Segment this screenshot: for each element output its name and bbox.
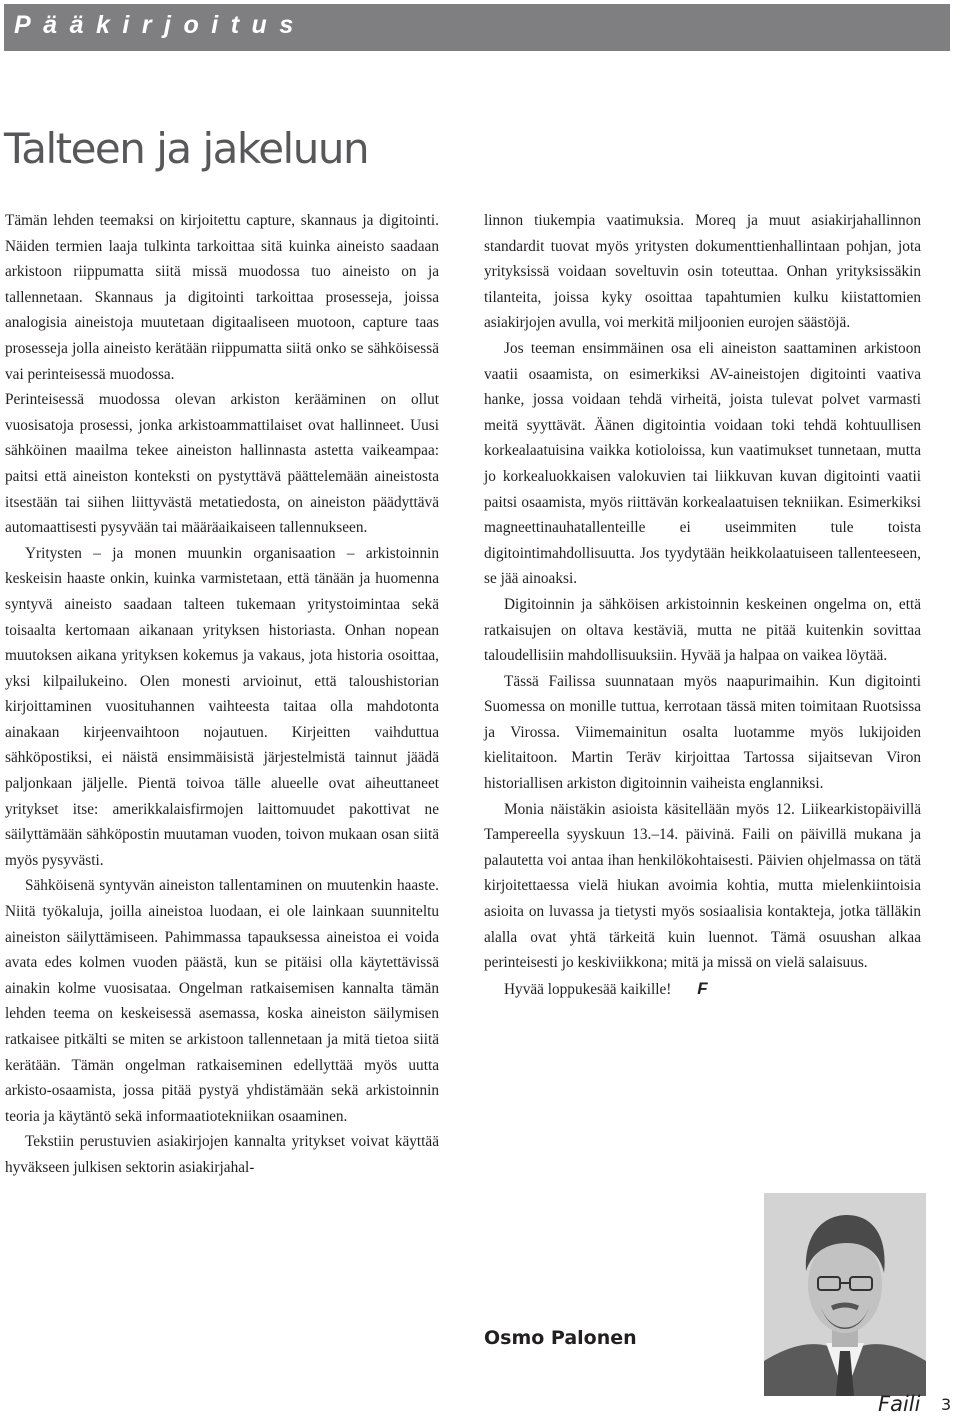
article-title: Talteen ja jakeluun (4, 124, 369, 173)
paragraph: Tässä Failissa suunnataan myös naapurimaihin. Kun digitointi Suomessa on monille tuttua, kerrotaan tässä miten toimitaan Ruotsissa ja Virossa. Viimemainitun osalta luotamme myös lukijoiden kielitaitoon. Martin Teräv kirjoittaa Tartossa sijaitsevan Viron historiallisen arkiston digitoinnin vaiheista englanniksi. (484, 672, 921, 793)
paragraph: Sähköisenä syntyvän aineiston tallentaminen on muutenkin haaste. Niitä työkaluja, joilla aineistoa luodaan, ei ole lainkaan suunniteltu aineiston säilyttämiseen. Pahimmassa tapauksessa aineistoa ei voida avata edes kolmen vuoden päästä, kun se pitäisi olla käytettävissä ainakin kolme vuosisataa. Ongelman ratkaisemisen kannalta tämän lehden teema on keskeisessä asemassa, koska aineiston säilymisen ratkaisee pitkälti se miten se arkistoon tallennetaan ja mitä tietoa siitä kerätään. Tämän ongelman ratkaiseminen edellyttää myös uutta arkisto-osaamista, jossa pitää pystyä yhdistämään sekä arkistoinnin teoria ja käytäntö sekä informaatiotekniikan osaaminen. (5, 877, 439, 1125)
paragraph: Tämän lehden teemaksi on kirjoitettu capture, skannaus ja digitointi. Näiden termien laaja tulkinta tarkoittaa sitä kuinka aineisto saadaan arkistoon riippumatta siitä missä muodossa tuo aineisto on ja tallennetaan. Skannaus ja digitointi tarkoittaa prosesseja, joissa analogisia aineistoja muutetaan digitaaliseen muotoon, capture taas prosesseja jolla aineisto kerätään riippumatta siitä onko se sähköisessä vai perinteisessä muodossa. (5, 212, 439, 383)
paragraph: Tekstiin perustuvien asiakirjojen kannalta yritykset voivat käyttää hyväkseen julkisen sektorin asiakirjahal- (5, 1133, 439, 1176)
paragraph: linnon tiukempia vaatimuksia. Moreq ja muut asiakirjahallinnon standardit tuovat myös yritysten dokumenttienhallintaan pohjan, jota yrityksissä voidaan soveltuvin osin toteuttaa. Onhan yrityksissäkin tilanteita, joissa kyky osoittaa tapahtumien kulku kiistattomien asiakirjojen avulla, voi merkitä miljoonien eurojen säästöjä. (484, 212, 921, 332)
author-name: Osmo Palonen (484, 1327, 637, 1349)
author-portrait-image (764, 1193, 926, 1396)
closing-paragraph (484, 976, 921, 1003)
paragraph: Perinteisessä muodossa olevan arkiston kerääminen on ollut vuosisatoja prosessi, jonka arkistoammattilaiset ovat hallinneet. Uusi sähköinen maailma tekee aineiston hallinnasta astetta vaikeampaa: paitsi että aineiston konteksti on pystyttävä päättelemään aineistosta itsestään tai siihen liittyvästä metatiedosta, on aineiston päädyttävä automaattisesti pysyvään tai määräaikaiseen tallennukseen. (5, 391, 439, 537)
left-column (5, 208, 439, 1181)
paragraph: Digitoinnin ja sähköisen arkistoinnin keskeinen ongelma on, että ratkaisujen on oltava kestäviä, mutta ne pitää kuitenkin sovittaa taloudellisiin mahdollisuuksiin. Hyvää ja halpaa on vaikea löytää. (484, 595, 921, 665)
magazine-name: Faili (878, 1392, 921, 1416)
paragraph: Jos teeman ensimmäinen osa eli aineiston saattaminen arkistoon vaatii osaamista, on esimerkiksi AV-aineistojen digitointi vaativa hanke, jossa voidaan tehdä virheitä, joista tulevat polvet varmasti meitä syyttävät. Äänen digitointia voidaan toki tehdä kohtuullisen korkealaatuisina vaikka kotioloissa, kun vaatimukset tunnetaan, mutta jo korkealuokkaisen valokuvien tai liikkuvan kuvan digitointi vaatii paitsi osaamista, myös riittävän korkealaatuisen tekniikan. Esimerkiksi magneettinauhatallenteille ei useimmiten tule toista digitointimahdollisuutta. Jos tyydytään heikkolaatuiseen tallenteeseen, se jää ainoaksi. (484, 339, 921, 588)
author-portrait (764, 1193, 926, 1396)
page-number: 3 (941, 1395, 952, 1414)
paragraph: Yritysten – ja monen muunkin organisaation – arkistoinnin keskeisin haaste onkin, kuinka varmistetaan, että tänään ja huomenna syntyvä aineisto saadaan talteen tukemaan yritystoimintaa sekä toisaalta kertomaan aikanaan yrityksen historiasta. Onhan nopean muutoksen aikana yrityksen kokemus ja vakaus, jota historia osoittaa, yksi kilpailukeino. Olen monesti arvioinut, että taloushistorian kirjoittaminen vuosituhannen vaihteesta taitaa olla mahdotonta ainakaan kirjeenvaihtoon nojautuen. Kirjeitten vaihduttua sähköpostiksi, ei näistä ensimmäisistä järjestelmistä tainnut jäädä paljonkaan jäljelle. Pientä toivoa tälle alueelle ovat aiheuttaneet yritykset itse: amerikkalaisfirmojen laittomuudet pakottivat ne säilyttämään sähköpostin muutaman vuoden, toivon mukaan osan siitä myös pysyvästi. (5, 544, 439, 869)
right-column (484, 208, 921, 1002)
section-header-bar (4, 4, 950, 51)
paragraph: Monia näistäkin asioista käsitellään myös 12. Liikearkistopäivillä Tampereella syyskuun 13.–14. päivinä. Faili on päivillä mukana ja palautetta voi antaa ihan henkilökohtaisesti. Päivien ohjelmassa on tätä kirjoitettaessa vielä hiukan avoimia kohtia, mutta mielenkiintoisia asioita on luvassa ja tietysti myös sosiaalisia kontakteja, jotka tälläkin alalla ovat yhtä tärkeitä kuin luennot. Tämä osuushan alkaa perinteisesti jo keskiviikkona; mitä ja missä on vielä salaisuus. (484, 800, 921, 972)
faili-end-mark-icon: F (697, 978, 708, 998)
section-label: Pääkirjoitus (14, 11, 306, 39)
closing-text: Hyvää loppukesää kaikille! (504, 980, 672, 998)
